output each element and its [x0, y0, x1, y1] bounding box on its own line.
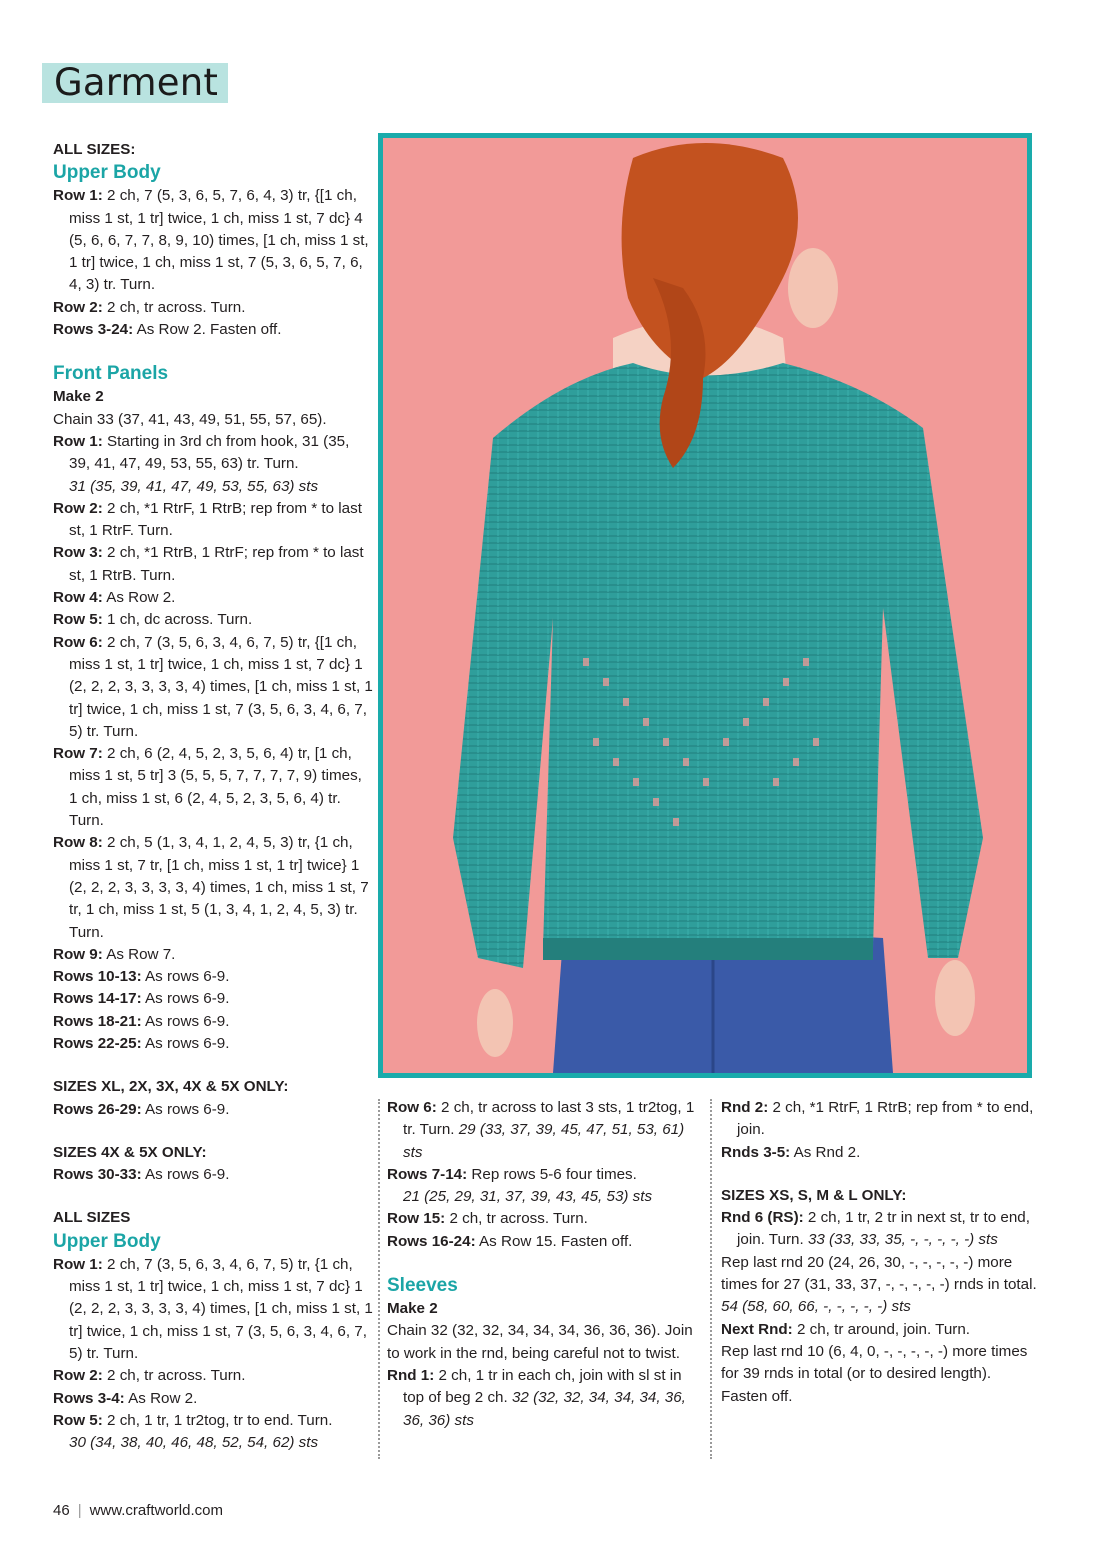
page-footer: [53, 1502, 223, 1519]
size-heading: ALL SIZES: [53, 1209, 131, 1227]
row-instruction: Row 6: 2 ch, 7 (3, 5, 6, 3, 4, 6, 7, 5) tr, {[1 ch, miss 1 st, 1 tr] twice, 1 ch, miss 1 st, 7 dc} 1 (2, 2, 2, 3, 3, 3, 3, 4) times, [1 ch, miss 1 st, 1 tr] twice, 1 ch, miss 1 st, 7 (3, 5, 6, 3, 4, 6, 7, 5) tr. Turn.: [53, 633, 373, 740]
section-tab: [42, 63, 228, 103]
row-instruction: Row 4: As Row 2.: [53, 589, 176, 607]
sweater-illustration: [383, 138, 1027, 1073]
pattern-column-3: [721, 1097, 1041, 1408]
row-instruction: Row 7: 2 ch, 6 (2, 4, 5, 2, 3, 5, 6, 4) tr, [1 ch, miss 1 st, 5 tr] 3 (5, 5, 5, 7, 7, 7, 7, 9) times, 1 ch, miss 1 st, 6 (2, 4, 5, 2, 3, 5, 6, 4) tr. Turn.: [53, 745, 362, 830]
row-instruction: Rows 14-17: As rows 6-9.: [53, 990, 230, 1008]
page-number: 46: [53, 1502, 70, 1519]
row-instruction: Row 2: 2 ch, *1 RtrF, 1 RtrB; rep from * to last st, 1 RtrF. Turn.: [53, 499, 362, 540]
pattern-column-2: [387, 1097, 697, 1432]
round-instruction: Rnd 1: 2 ch, 1 tr in each ch, join with sl st in top of beg 2 ch. 32 (32, 32, 34, 34, 34, 36, 36, 36) sts: [387, 1366, 686, 1429]
repeat-instruction: Rep last rnd 10 (6, 4, 0, -, -, -, -, -) more times for 39 rnds in total (or to desired length).: [721, 1342, 1028, 1383]
size-heading: ALL SIZES:: [53, 141, 136, 158]
column-divider: [710, 1099, 712, 1459]
section-heading-upper-body: Upper Body: [53, 162, 161, 184]
row-instruction: Row 15: 2 ch, tr across. Turn.: [387, 1210, 588, 1228]
section-heading-front-panels: Front Panels: [53, 363, 169, 385]
row-instruction: Rows 3-4: As Row 2.: [53, 1389, 198, 1407]
row-instruction: Row 9: As Row 7.: [53, 945, 176, 963]
row-instruction: Row 2: 2 ch, tr across. Turn.: [53, 298, 246, 316]
size-heading: SIZES XS, S, M & L ONLY:: [721, 1186, 907, 1204]
chain-instruction: Chain 32 (32, 32, 34, 34, 34, 36, 36, 36). Join to work in the rnd, being careful not to twist.: [387, 1322, 693, 1362]
row-instruction: Row 1: Starting in 3rd ch from hook, 31 (35, 39, 41, 47, 49, 53, 55, 63) tr. Turn. 31 (35, 39, 41, 47, 49, 53, 55, 63) sts: [53, 432, 350, 495]
row-instruction: Row 3: 2 ch, *1 RtrB, 1 RtrF; rep from * to last st, 1 RtrB. Turn.: [53, 544, 364, 584]
size-heading: SIZES XL, 2X, 3X, 4X & 5X ONLY:: [53, 1078, 289, 1096]
column-divider: [378, 1099, 380, 1459]
round-instruction: Rnd 6 (RS): 2 ch, 1 tr, 2 tr in next st, tr to end, join. Turn. 33 (33, 33, 35, -, -, -, -, -) sts: [721, 1209, 1030, 1249]
chain-instruction: Chain 33 (37, 41, 43, 49, 51, 55, 57, 65).: [53, 410, 327, 428]
make-count: Make 2: [387, 1300, 438, 1318]
row-instruction: Row 1: 2 ch, 7 (3, 5, 6, 3, 4, 6, 7, 5) tr, {1 ch, miss 1 st, 1 tr] twice, 1 ch, miss 1 st, 7 dc} 1 (2, 2, 2, 3, 3, 3, 3, 4) times, [1 ch, miss 1 st, 1 tr] twice, 1 ch, miss 1 st, 7 (3, 5, 6, 3, 4, 6, 7, 5) tr. Turn.: [53, 1255, 373, 1362]
row-instruction: Row 5: 1 ch, dc across. Turn.: [53, 611, 253, 629]
pattern-column-1: [53, 139, 373, 1454]
row-instruction: Rows 30-33: As rows 6-9.: [53, 1166, 230, 1184]
row-instruction: Rows 7-14: Rep rows 5-6 four times. 21 (25, 29, 31, 37, 39, 43, 45, 53) sts: [387, 1165, 653, 1206]
row-instruction: Rows 16-24: As Row 15. Fasten off.: [387, 1232, 633, 1250]
website-link[interactable]: www.craftworld.com: [89, 1502, 223, 1519]
size-heading: SIZES 4X & 5X ONLY:: [53, 1143, 207, 1161]
repeat-instruction: Rep last rnd 20 (24, 26, 30, -, -, -, -, -) more times for 27 (31, 33, 37, -, -, -, -, -) rnds in total. 54 (58, 60, 66, -, -, -, -, -) sts: [721, 1253, 1037, 1316]
row-instruction: Row 1: 2 ch, 7 (5, 3, 6, 5, 7, 6, 4, 3) tr, {[1 ch, miss 1 st, 1 tr] twice, 1 ch, miss 1 st, 7 dc} 4 (5, 6, 6, 7, 7, 8, 9, 10) times, [1 ch, miss 1 st, 1 tr] twice, 1 ch, miss 1 st, 7 (5, 3, 6, 5, 7, 6, 4, 3) tr. Turn.: [53, 187, 369, 294]
round-instruction: Next Rnd: 2 ch, tr around, join. Turn.: [721, 1320, 971, 1338]
row-instruction: Rows 18-21: As rows 6-9.: [53, 1012, 230, 1030]
footer-divider: |: [77, 1502, 82, 1519]
round-instruction: Rnds 3-5: As Rnd 2.: [721, 1143, 861, 1161]
section-heading-upper-body: Upper Body: [53, 1230, 161, 1252]
row-instruction: Rows 22-25: As rows 6-9.: [53, 1034, 230, 1052]
make-count: Make 2: [53, 388, 104, 406]
row-instruction: Rows 10-13: As rows 6-9.: [53, 968, 230, 986]
row-instruction: Row 6: 2 ch, tr across to last 3 sts, 1 tr2tog, 1 tr. Turn. 29 (33, 37, 39, 45, 47, 51, 53, 61) sts: [387, 1099, 695, 1161]
section-title: Garment: [54, 61, 219, 104]
round-instruction: Rnd 2: 2 ch, *1 RtrF, 1 RtrB; rep from * to end, join.: [721, 1099, 1034, 1139]
model-photo: [378, 133, 1032, 1078]
row-instruction: Rows 26-29: As rows 6-9.: [53, 1100, 230, 1118]
section-heading-sleeves: Sleeves: [387, 1275, 458, 1297]
row-instruction: Row 2: 2 ch, tr across. Turn.: [53, 1367, 246, 1385]
fasten-off: Fasten off.: [721, 1387, 793, 1405]
row-instruction: Row 8: 2 ch, 5 (1, 3, 4, 1, 2, 4, 5, 3) tr, {1 ch, miss 1 st, 7 tr, [1 ch, miss 1 st, 1 tr] twice} 1 (2, 2, 2, 3, 3, 3, 3, 4) times, 1 ch, miss 1 st, 7 tr, 1 ch, miss 1 st, 5 (1, 3, 4, 1, 2, 4, 5, 3) tr. Turn.: [53, 834, 369, 941]
row-instruction: Rows 3-24: As Row 2. Fasten off.: [53, 321, 282, 339]
row-instruction: Row 5: 2 ch, 1 tr, 1 tr2tog, tr to end. Turn. 30 (34, 38, 40, 46, 48, 52, 54, 62) sts: [53, 1411, 333, 1452]
